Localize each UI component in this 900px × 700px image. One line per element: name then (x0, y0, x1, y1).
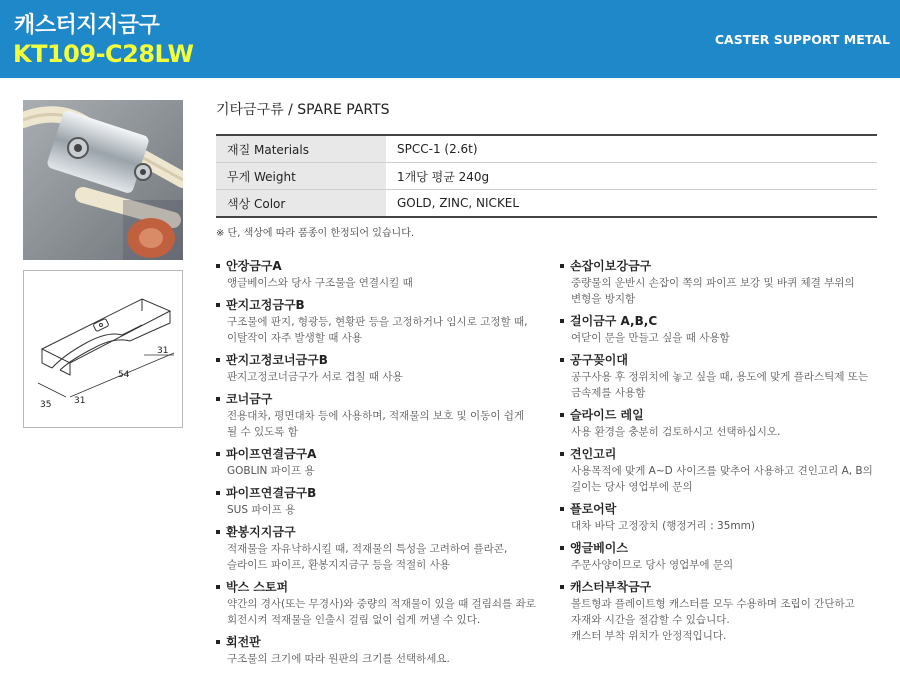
spec-row-weight (216, 163, 877, 190)
part-title-text: 환봉지지금구 (226, 525, 296, 539)
product-code: KT109-C28LW (13, 40, 194, 68)
part-title (216, 258, 554, 275)
part-title-text: 파이프연결금구A (226, 447, 317, 461)
part-item (216, 352, 554, 385)
part-title (216, 634, 554, 651)
part-item (216, 485, 554, 518)
part-title-text: 판지고정금구B (226, 298, 305, 312)
product-title-korean: 캐스터지지금구 (14, 13, 160, 38)
part-description: 앵글베이스와 당사 구조물을 연결시킬 때 (227, 277, 413, 289)
part-description: 캐스터 부착 위치가 안정적입니다. (571, 630, 727, 642)
part-title-text: 플로어락 (570, 502, 617, 516)
part-title (216, 446, 554, 463)
bullet-icon (560, 319, 564, 323)
part-title-text: 박스 스토퍼 (226, 580, 289, 594)
color-note: ※ 단, 색상에 따라 품종이 한정되어 있습니다. (216, 228, 415, 239)
part-description: 약간의 경사(또는 무경사)와 중량의 적재물이 있을 때 걸림쇠를 좌로 (227, 598, 536, 610)
bullet-icon (560, 452, 564, 456)
part-title-text: 공구꽂이대 (570, 353, 628, 367)
bullet-icon (216, 491, 220, 495)
part-title (216, 579, 554, 596)
part-item (216, 579, 554, 628)
part-title-text: 걸이금구 A,B,C (570, 314, 658, 328)
part-title-text: 캐스터부착금구 (570, 580, 652, 594)
product-title-english: CASTER SUPPORT METAL (714, 32, 890, 47)
part-description: 중량물의 운반시 손잡이 쪽의 파이프 보강 및 바퀴 체결 부위의 (571, 277, 855, 289)
bullet-icon (216, 585, 220, 589)
part-title (560, 407, 890, 424)
part-description: 적재물을 자유낙하시킬 때, 적재물의 특성을 고려하여 플라콘, (227, 543, 508, 555)
dimension-label-top: 31 (157, 346, 169, 356)
bullet-icon (560, 264, 564, 268)
part-description: 사용 환경을 충분히 검토하시고 선택하십시오. (571, 426, 781, 438)
part-item (560, 446, 890, 495)
spec-value: SPCC-1 (2.6t) (386, 135, 877, 163)
part-description: 슬라이드 파이프, 환봉지지금구 등을 적절히 사용 (227, 559, 450, 571)
header-banner (0, 0, 900, 78)
part-description: 여닫이 문을 만들고 싶을 때 사용함 (571, 332, 730, 344)
part-title-text: 슬라이드 레일 (570, 408, 644, 422)
part-title-text: 앵글베이스 (570, 541, 628, 555)
spec-row-color (216, 190, 877, 218)
bullet-icon (216, 640, 220, 644)
part-title (560, 352, 890, 369)
part-description: 금속제를 사용함 (571, 387, 646, 399)
part-title (560, 313, 890, 330)
spec-value: GOLD, ZINC, NICKEL (386, 190, 877, 218)
part-title (560, 579, 890, 596)
part-item (216, 634, 554, 667)
part-description: 이탈작이 자주 발생할 때 사용 (227, 332, 363, 344)
part-title (216, 391, 554, 408)
part-item (216, 258, 554, 291)
part-item (560, 352, 890, 401)
spec-key: 색상 Color (216, 190, 386, 218)
bullet-icon (216, 303, 220, 307)
spec-value: 1개당 평균 240g (386, 163, 877, 190)
part-title (216, 485, 554, 502)
dimension-label-left: 35 (40, 400, 52, 410)
part-title-text: 회전판 (226, 635, 261, 649)
part-description: 전용대차, 평면대차 등에 사용하며, 적재물의 보호 및 이동이 쉽게 (227, 410, 525, 422)
bullet-icon (216, 264, 220, 268)
part-item (560, 579, 890, 644)
bullet-icon (560, 585, 564, 589)
part-item (216, 446, 554, 479)
part-title-text: 판지고정코너금구B (226, 353, 328, 367)
part-description: 자재와 시간을 절감할 수 있습니다. (571, 614, 730, 626)
part-title (216, 352, 554, 369)
parts-list-right (560, 258, 890, 650)
part-item (560, 407, 890, 440)
part-title-text: 안장금구A (226, 259, 282, 273)
part-title (560, 501, 890, 518)
part-item (216, 297, 554, 346)
bullet-icon (560, 546, 564, 550)
part-item (216, 524, 554, 573)
part-item (560, 501, 890, 534)
part-title (216, 297, 554, 314)
product-photo (23, 100, 183, 260)
part-description: 회전시켜 적재물을 인출시 걸림 없이 쉽게 꺼낼 수 있다. (227, 614, 481, 626)
part-title (560, 540, 890, 557)
part-description: 주문사양이므로 당사 영업부에 문의 (571, 559, 734, 571)
part-description: 볼트형과 플레이트형 캐스터를 모두 수용하며 조립이 간단하고 (571, 598, 855, 610)
part-item (560, 258, 890, 307)
bullet-icon (560, 358, 564, 362)
part-description: 구조물에 판지, 형광등, 현황판 등을 고정하거나 임시로 고정할 때, (227, 316, 528, 328)
bullet-icon (560, 413, 564, 417)
dimension-label-mid: 54 (118, 370, 130, 380)
part-description: 구조물의 크기에 따라 원판의 크기를 선택하세요. (227, 653, 450, 665)
dimension-label-bottom: 31 (74, 396, 86, 406)
technical-drawing (23, 270, 183, 428)
bullet-icon (216, 397, 220, 401)
spec-key: 재질 Materials (216, 135, 386, 163)
part-description: GOBLIN 파이프 용 (227, 465, 315, 477)
part-title (560, 258, 890, 275)
part-title-text: 파이프연결금구B (226, 486, 317, 500)
bullet-icon (216, 452, 220, 456)
part-title-text: 손잡이보강금구 (570, 259, 652, 273)
part-description: 변형을 방지함 (571, 293, 636, 305)
bullet-icon (216, 530, 220, 534)
part-title (216, 524, 554, 541)
part-description: 될 수 있도록 함 (227, 426, 298, 438)
part-item (560, 540, 890, 573)
bullet-icon (560, 507, 564, 511)
parts-list-left (216, 258, 554, 673)
part-description: 길이는 당사 영업부에 문의 (571, 481, 693, 493)
part-description: 판지고정코너금구가 서로 겹칠 때 사용 (227, 371, 403, 383)
part-description: 대차 바닥 고정장치 (행정거리 : 35mm) (571, 520, 755, 532)
part-description: 공구사용 후 정위치에 놓고 싶을 때, 용도에 맞게 플라스틱제 또는 (571, 371, 869, 383)
spec-table (216, 134, 877, 218)
part-item (216, 391, 554, 440)
spec-key: 무게 Weight (216, 163, 386, 190)
bullet-icon (216, 358, 220, 362)
part-title-text: 코너금구 (226, 392, 273, 406)
part-description: SUS 파이프 용 (227, 504, 296, 516)
part-title (560, 446, 890, 463)
category-title: 기타금구류 / SPARE PARTS (216, 102, 390, 118)
part-description: 사용목적에 맞게 A~D 사이즈를 맞추어 사용하고 견인고리 A, B의 (571, 465, 873, 477)
part-item (560, 313, 890, 346)
part-title-text: 견인고리 (570, 447, 617, 461)
spec-row-material (216, 135, 877, 163)
